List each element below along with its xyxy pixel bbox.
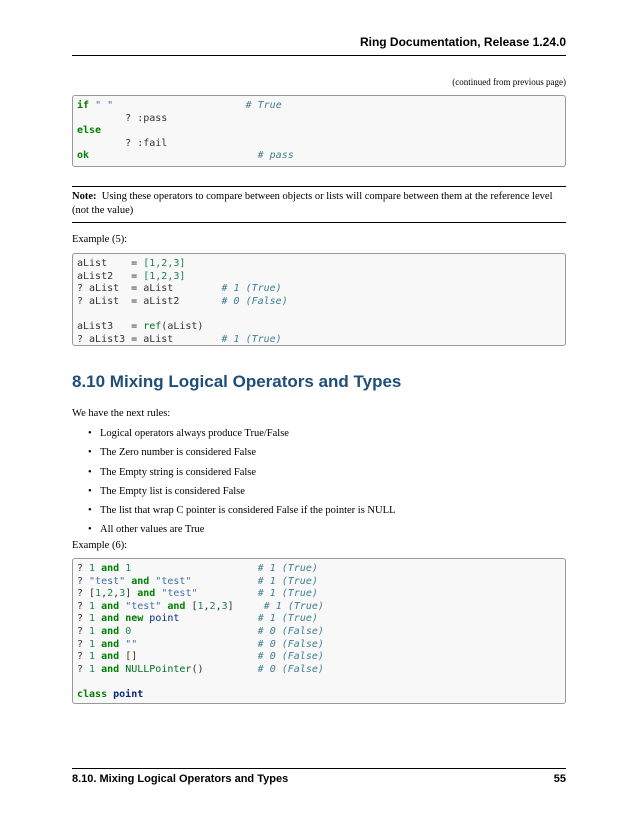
code-text: if " " # True ? :pass else ? :fail ok # pass <box>77 100 294 162</box>
list-item: • All other values are True <box>88 524 395 543</box>
example-6-label: Example (6): <box>72 540 128 551</box>
footer-title: 8.10. Mixing Logical Operators and Types <box>72 773 289 785</box>
rules-list <box>88 428 395 544</box>
list-item: • The list that wrap C pointer is considered False if the pointer is NULL <box>88 505 395 524</box>
note-box <box>72 186 566 223</box>
header-divider <box>72 55 566 56</box>
page-number: 55 <box>553 773 566 785</box>
code-block-3 <box>72 558 566 704</box>
note-label: Note: <box>72 191 97 202</box>
code-block-1 <box>72 95 566 167</box>
list-item: • The Zero number is considered False <box>88 447 395 466</box>
list-item: • The Empty string is considered False <box>88 467 395 486</box>
list-item: • Logical operators always produce True/False <box>88 428 395 447</box>
code-text: aList = [1,2,3] aList2 = [1,2,3] ? aList = aList # 1 (True) ? aList = aList2 # 0 (False) aList3 = ref(aList) ? aList3 = aList # 1 (True) <box>77 258 288 345</box>
example-5-label: Example (5): <box>72 234 128 245</box>
note-text: Using these operators to compare between objects or lists will compare between them at the reference level (not the value) <box>72 191 553 216</box>
running-header: Ring Documentation, Release 1.24.0 <box>359 35 566 49</box>
rules-intro: We have the next rules: <box>72 408 171 419</box>
list-item: • The Empty list is considered False <box>88 486 395 505</box>
continued-note: (continued from previous page) <box>452 77 566 87</box>
footer-divider <box>72 768 566 769</box>
code-text: ? 1 and 1 # 1 (True) ? "test" and "test" # 1 (True) ? [1,2,3] and "test" # 1 (True) ? 1 and "test" and [1,2,3] # 1 (True) ? 1 and new point # 1 (True) ? 1 and 0 # 0 (False) ? 1 and "" # 0 (False) ? 1 and [] # 0 (False) ? 1 and NULLPointer() # 0 (False) class point <box>77 563 324 700</box>
section-heading: 8.10 Mixing Logical Operators and Types <box>72 372 402 391</box>
code-block-2 <box>72 253 566 346</box>
